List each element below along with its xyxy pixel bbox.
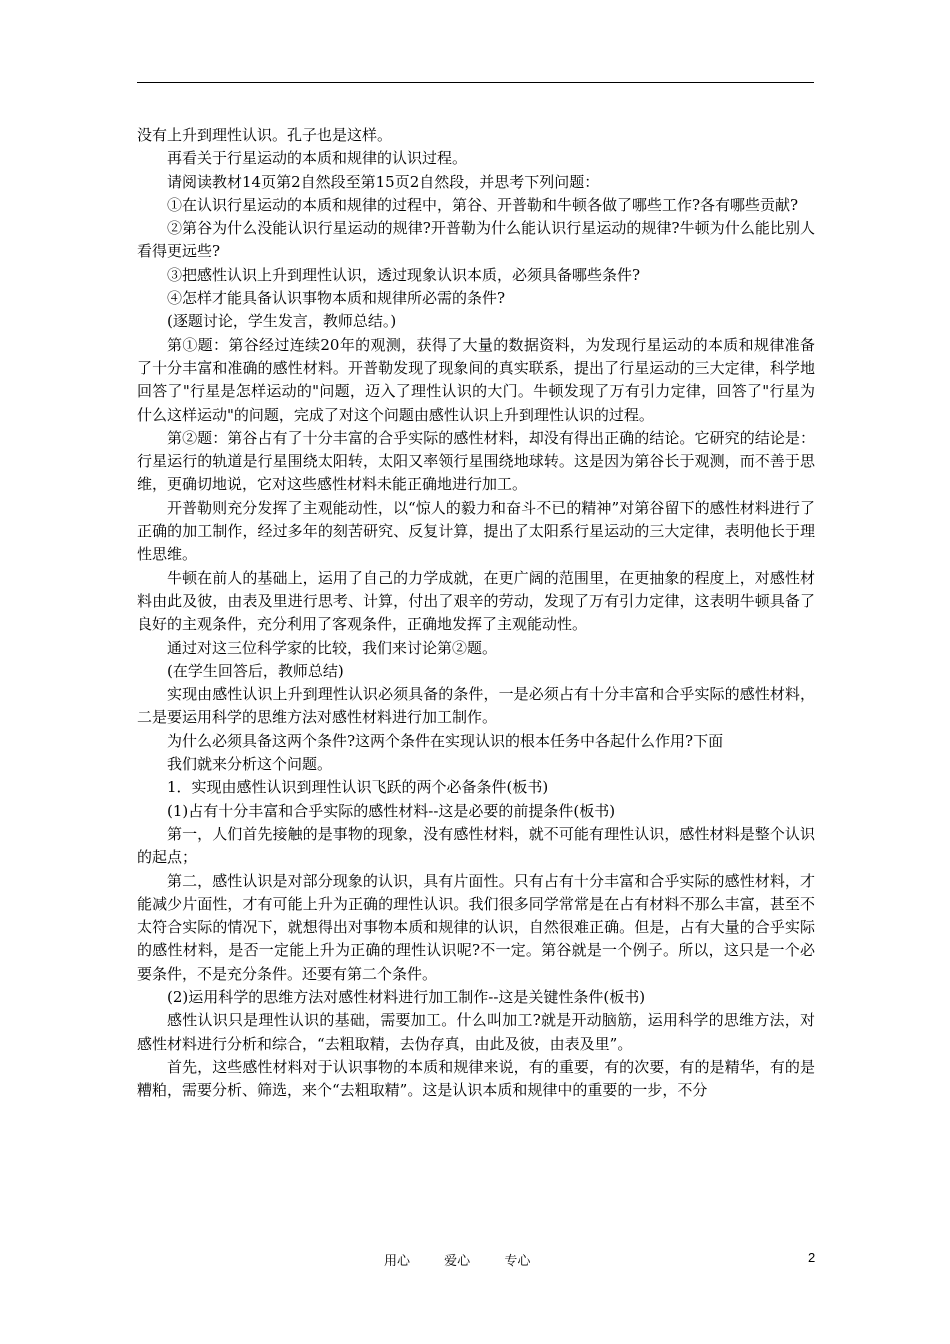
paragraph: 感性认识只是理性认识的基础，需要加工。什么叫加工?就是开动脑筋，运用科学的思维方法，对感性材料进行分析和综合，“去粗取精，去伪存真，由此及彼，由表及里”。 bbox=[137, 1011, 815, 1053]
page-number: 2 bbox=[808, 1250, 816, 1265]
paragraph: 再看关于行星运动的本质和规律的认识过程。 bbox=[167, 149, 468, 168]
paragraph: ④怎样才能具备认识事物本质和规律所必需的条件? bbox=[167, 289, 506, 308]
paragraph: 请阅读教材14页第2自然段至第15页2自然段，并思考下列问题： bbox=[167, 172, 600, 191]
paragraph: ③把感性认识上升到理性认识，透过现象认识本质，必须具备哪些条件? bbox=[167, 265, 641, 284]
footer-motto-word: 爱心 bbox=[444, 1254, 471, 1269]
paragraph: 通过对这三位科学家的比较，我们来讨论第②题。 bbox=[167, 638, 498, 657]
footer-motto-word: 用心 bbox=[384, 1254, 411, 1269]
paragraph: 1．实现由感性认识到理性认识飞跃的两个必备条件(板书) bbox=[167, 778, 549, 797]
paragraph: 实现由感性认识上升到理性认识必须具备的条件，一是必须占有十分丰富和合乎实际的感性材料，二是要运用科学的思维方法对感性材料进行加工制作。 bbox=[137, 685, 815, 727]
paragraph: 首先，这些感性材料对于认识事物的本质和规律来说，有的重要，有的次要，有的是精华，有的是糟粕，需要分析、筛选，来个“去粗取精”。这是认识本质和规律中的重要的一步，不分 bbox=[137, 1057, 815, 1100]
paragraph: 为什么必须具备这两个条件?这两个条件在实现认识的根本任务中各起什么作用?下面 bbox=[167, 731, 724, 750]
paragraph: 第②题：第谷占有了十分丰富的合乎实际的感性材料，却没有得出正确的结论。它研究的结论是：行星运行的轨道是行星围绕太阳转，太阳又率领行星围绕地球转。这是因为第谷长于观测，而不善于思维，更确切地说，它对这些感性材料未能正确地进行加工。 bbox=[137, 428, 815, 494]
paragraph: 开普勒则充分发挥了主观能动性，以“惊人的毅力和奋斗不已的精神”对第谷留下的感性材料进行了正确的加工制作，经过多年的刻苦研究、反复计算，提出了太阳系行星运动的三大定律，表明他长于理性思维。 bbox=[137, 498, 815, 564]
paragraph: ②第谷为什么没能认识行星运动的规律?开普勒为什么能认识行星运动的规律?牛顿为什么能比别人看得更远些? bbox=[137, 219, 815, 261]
paragraph: 我们就来分析这个问题。 bbox=[167, 755, 333, 774]
footer-motto bbox=[384, 1250, 584, 1269]
paragraph: (逐题讨论，学生发言，教师总结。) bbox=[167, 312, 397, 331]
paragraph: 牛顿在前人的基础上，运用了自己的力学成就，在更广阔的范围里，在更抽象的程度上，对感性材料由此及彼，由表及里进行思考、计算，付出了艰辛的劳动，发现了万有引力定律，这表明牛顿具备了良好的主观条件，充分利用了客观条件，正确地发挥了主观能动性。 bbox=[137, 568, 815, 634]
paragraph: (1)占有十分丰富和合乎实际的感性材料--这是必要的前提条件(板书) bbox=[167, 801, 616, 820]
paragraph: (2)运用科学的思维方法对感性材料进行加工制作--这是关键性条件(板书) bbox=[167, 987, 646, 1006]
paragraph: (在学生回答后，教师总结) bbox=[167, 661, 344, 680]
body-text bbox=[137, 124, 815, 1102]
paragraph: ①在认识行星运动的本质和规律的过程中，第谷、开普勒和牛顿各做了哪些工作?各有哪些贡献? bbox=[167, 195, 799, 214]
paragraph: 没有上升到理性认识。孔子也是这样。 bbox=[137, 126, 393, 144]
paragraph: 第①题：第谷经过连续20年的观测，获得了大量的数据资料，为发现行星运动的本质和规律准备了十分丰富和准确的感性材料。开普勒发现了现象间的真实联系，提出了行星运动的三大定律，科学地回答了"行星是怎样运动的"问题，迈入了理性认识的大门。牛顿发现了万有引力定律，回答了"行星为什么这样运动"的问题，完成了对这个问题由感性认识上升到理性认识的过程。 bbox=[137, 335, 815, 424]
footer-motto-word: 专心 bbox=[504, 1254, 531, 1269]
paragraph: 第一，人们首先接触的是事物的现象，没有感性材料，就不可能有理性认识，感性材料是整个认识的起点； bbox=[137, 824, 815, 867]
paragraph: 第二，感性认识是对部分现象的认识，具有片面性。只有占有十分丰富和合乎实际的感性材料，才能减少片面性，才有可能上升为正确的理性认识。我们很多同学常常是在占有材料不那么丰富，甚至不太符合实际的情况下，就想得出对事物本质和规律的认识，自然很难正确。但是，占有大量的合乎实际的感性材料，是否一定能上升为正确的理性认识呢?不一定。第谷就是一个例子。所以，这只是一个必要条件，不是充分条件。还要有第二个条件。 bbox=[137, 871, 815, 983]
header-rule bbox=[137, 82, 814, 83]
